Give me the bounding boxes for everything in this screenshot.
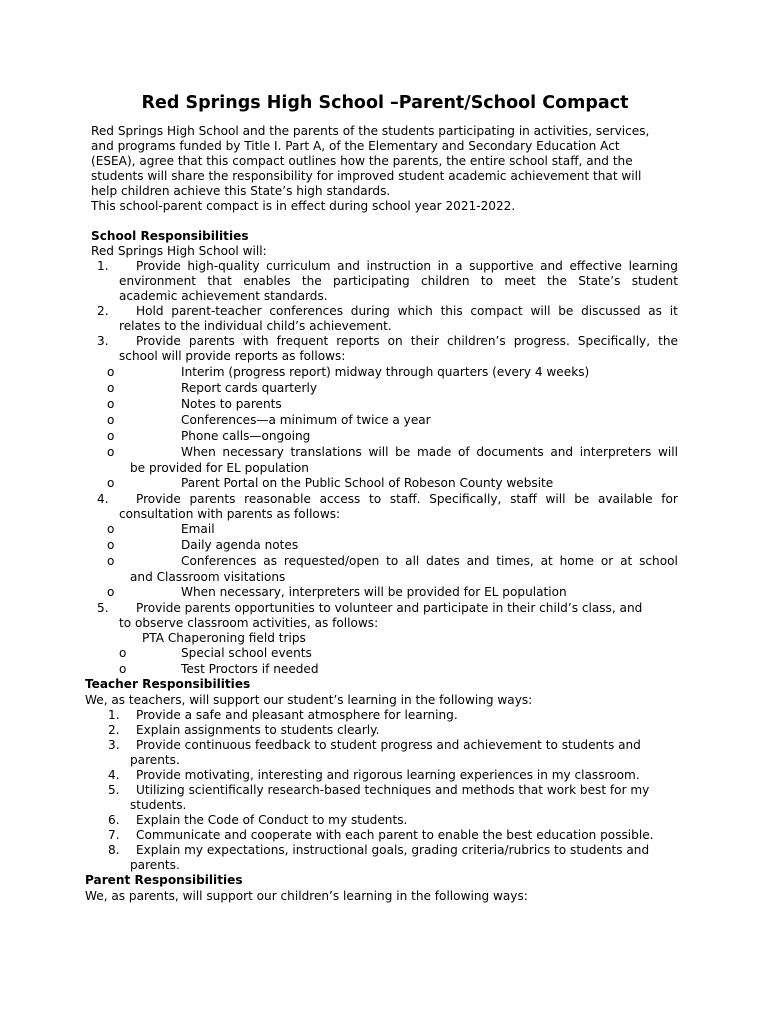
intro-line: Red Springs High School and the parents of the students participating in activities, services, <box>91 124 650 138</box>
sub-item-line <box>181 554 678 569</box>
sub-item: Test Proctors if needed <box>181 662 319 676</box>
list-item-line <box>119 274 678 289</box>
list-item-line: Provide continuous feedback to student progress and achievement to students and <box>136 738 641 752</box>
word: Specifically, <box>577 334 651 348</box>
word: parents <box>188 334 235 348</box>
list-item-line: parents. <box>130 753 180 767</box>
sub-item: When necessary, interpreters will be provided for EL population <box>181 585 567 599</box>
word: with <box>242 334 269 348</box>
word: which <box>397 304 433 318</box>
bullet-glyph: o <box>119 646 127 660</box>
parent-lead: We, as parents, will support our children’s learning in the following ways: <box>85 889 528 903</box>
sub-item: Phone calls—ongoing <box>181 429 311 443</box>
word: curriculum <box>266 259 331 273</box>
list-item-line <box>136 492 678 507</box>
sub-item: Interim (progress report) midway through quarters (every 4 weeks) <box>181 365 590 379</box>
word: effective <box>569 259 622 273</box>
list-number: 1. <box>108 708 120 722</box>
bullet-glyph: o <box>107 538 115 552</box>
word: staff <box>510 492 537 506</box>
word: children <box>421 274 470 288</box>
word: as <box>648 304 662 318</box>
word: and <box>540 259 563 273</box>
sub-item-line <box>181 445 678 460</box>
sub-item-line: and Classroom visitations <box>130 570 286 584</box>
list-number: 5. <box>108 783 120 797</box>
word: on <box>387 334 403 348</box>
list-number: 8. <box>108 843 120 857</box>
bullet-glyph: o <box>107 445 115 459</box>
list-number: 1. <box>97 259 109 273</box>
word: frequent <box>276 334 329 348</box>
word: that <box>207 274 232 288</box>
word: be <box>574 492 590 506</box>
sub-item: Report cards quarterly <box>181 381 317 395</box>
word: requested/open <box>283 554 380 568</box>
word: When <box>181 445 216 459</box>
word: translations <box>290 445 362 459</box>
intro-line: (ESEA), agree that this compact outlines how the parents, the entire school staff, and the <box>91 154 633 168</box>
list-number: 3. <box>97 334 109 348</box>
list-number: 2. <box>97 304 109 318</box>
school-lead: Red Springs High School will: <box>91 244 267 258</box>
word: and <box>466 554 490 568</box>
word: the <box>658 334 678 348</box>
list-number: 7. <box>108 828 120 842</box>
sub-item: Conferences—a minimum of twice a year <box>181 413 431 427</box>
word: high-quality <box>187 259 260 273</box>
word: Specifically, <box>429 492 502 506</box>
word: necessary <box>222 445 284 459</box>
word: and <box>550 445 574 459</box>
word: the <box>301 274 322 288</box>
sub-item: Parent Portal on the Public School of Robeson County website <box>181 476 554 490</box>
word: for <box>661 492 678 506</box>
list-item-line: Provide parents opportunities to volunteer and participate in their child’s class, and <box>136 601 643 615</box>
list-number: 2. <box>108 723 120 737</box>
word: school <box>639 554 678 568</box>
bullet-glyph: o <box>107 476 115 490</box>
word: of <box>457 445 470 459</box>
intro-line: and programs funded by Title I. Part A, of the Elementary and Secondary Education Act <box>91 139 620 153</box>
teacher-lead: We, as teachers, will support our student’s learning in the following ways: <box>85 693 533 707</box>
word: be <box>395 445 411 459</box>
list-number: 6. <box>108 813 120 827</box>
list-item-extra: PTA Chaperoning field trips <box>142 631 306 645</box>
list-item-line: Explain assignments to students clearly. <box>136 723 380 737</box>
word: learning <box>628 259 678 273</box>
word: made <box>416 445 452 459</box>
list-item-line: students. <box>130 798 187 812</box>
bullet-glyph: o <box>107 554 115 568</box>
word: the <box>547 274 567 288</box>
list-number: 3. <box>108 738 120 752</box>
word: will <box>545 492 566 506</box>
list-item-line: parents. <box>130 858 180 872</box>
word: participating <box>333 274 410 288</box>
word: State’s <box>578 274 621 288</box>
bullet-glyph: o <box>107 365 115 379</box>
list-item-line: academic achievement standards. <box>119 289 328 303</box>
word: supportive <box>469 259 534 273</box>
word: be <box>558 304 574 318</box>
word: student <box>631 274 678 288</box>
word: to <box>480 274 494 288</box>
bullet-glyph: o <box>119 662 127 676</box>
parent-heading: Parent Responsibilities <box>85 873 243 887</box>
list-item-line: Provide a safe and pleasant atmosphere for learning. <box>136 708 458 722</box>
word: or <box>600 554 614 568</box>
list-number: 4. <box>97 492 109 506</box>
bullet-glyph: o <box>107 522 115 536</box>
word: at <box>620 554 633 568</box>
list-item-line: Provide motivating, interesting and rigorous learning experiences in my classroom. <box>136 768 640 782</box>
sub-item: Daily agenda notes <box>181 538 299 552</box>
sub-item-line: be provided for EL population <box>130 461 309 475</box>
list-item-line: Explain my expectations, instructional goals, grading criteria/rubrics to students and <box>136 843 650 857</box>
word: home <box>559 554 594 568</box>
word: to <box>369 492 382 506</box>
word: as <box>263 554 278 568</box>
teacher-heading: Teacher Responsibilities <box>85 677 251 691</box>
list-item-line <box>136 334 678 349</box>
word: to <box>386 554 399 568</box>
word: available <box>597 492 653 506</box>
word: Hold <box>136 304 164 318</box>
word: compact <box>470 304 523 318</box>
word: access <box>319 492 361 506</box>
word: reasonable <box>244 492 311 506</box>
word: meet <box>504 274 536 288</box>
list-item-line: Explain the Code of Conduct to my students. <box>136 813 408 827</box>
list-number: 4. <box>108 768 120 782</box>
list-item-line: school will provide reports as follows: <box>119 349 346 363</box>
word: Conferences <box>181 554 257 568</box>
sub-item: Notes to parents <box>181 397 282 411</box>
document-title: Red Springs High School –Parent/School Compact <box>141 93 629 113</box>
word: interpreters <box>579 445 652 459</box>
list-item-line: Communicate and cooperate with each parent to enable the best education possible. <box>136 828 654 842</box>
word: instruction <box>366 259 432 273</box>
word: all <box>405 554 420 568</box>
bullet-glyph: o <box>107 413 115 427</box>
word: during <box>350 304 390 318</box>
word: progress. <box>513 334 570 348</box>
list-item-line <box>136 304 678 319</box>
list-item-line: Utilizing scientifically research-based techniques and methods that work best for my <box>136 783 650 797</box>
word: environment <box>119 274 197 288</box>
word: discussed <box>581 304 641 318</box>
word: children’s <box>447 334 506 348</box>
word: will <box>530 304 551 318</box>
list-item-line: consultation with parents as follows: <box>119 507 341 521</box>
word: reports <box>336 334 380 348</box>
bullet-glyph: o <box>107 429 115 443</box>
word: will <box>657 445 678 459</box>
word: it <box>669 304 678 318</box>
word: conferences <box>269 304 344 318</box>
word: staff. <box>389 492 421 506</box>
word: this <box>440 304 463 318</box>
word: their <box>410 334 439 348</box>
intro-line: help children achieve this State’s high standards. <box>91 184 391 198</box>
word: at <box>540 554 553 568</box>
word: and <box>337 259 360 273</box>
intro-line: students will share the responsibility for improved student academic achievement that will <box>91 169 642 183</box>
word: Provide <box>136 334 181 348</box>
word: Provide <box>136 259 181 273</box>
sub-item: Special school events <box>181 646 312 660</box>
bullet-glyph: o <box>107 585 115 599</box>
sub-item: Email <box>181 522 215 536</box>
word: a <box>455 259 463 273</box>
school-heading: School Responsibilities <box>91 229 249 243</box>
bullet-glyph: o <box>107 381 115 395</box>
bullet-glyph: o <box>107 397 115 411</box>
word: documents <box>476 445 544 459</box>
word: parents <box>189 492 236 506</box>
word: times, <box>496 554 534 568</box>
list-item-line: to observe classroom activities, as follows: <box>119 616 379 630</box>
word: in <box>437 259 449 273</box>
list-item-line: relates to the individual child’s achievement. <box>119 319 392 333</box>
intro-effective-line: This school-parent compact is in effect during school year 2021-2022. <box>91 199 516 213</box>
word: will <box>368 445 389 459</box>
list-item-line <box>136 259 678 274</box>
list-number: 5. <box>97 601 109 615</box>
word: enables <box>243 274 291 288</box>
word: parent-teacher <box>171 304 262 318</box>
word: Provide <box>136 492 181 506</box>
word: dates <box>426 554 460 568</box>
